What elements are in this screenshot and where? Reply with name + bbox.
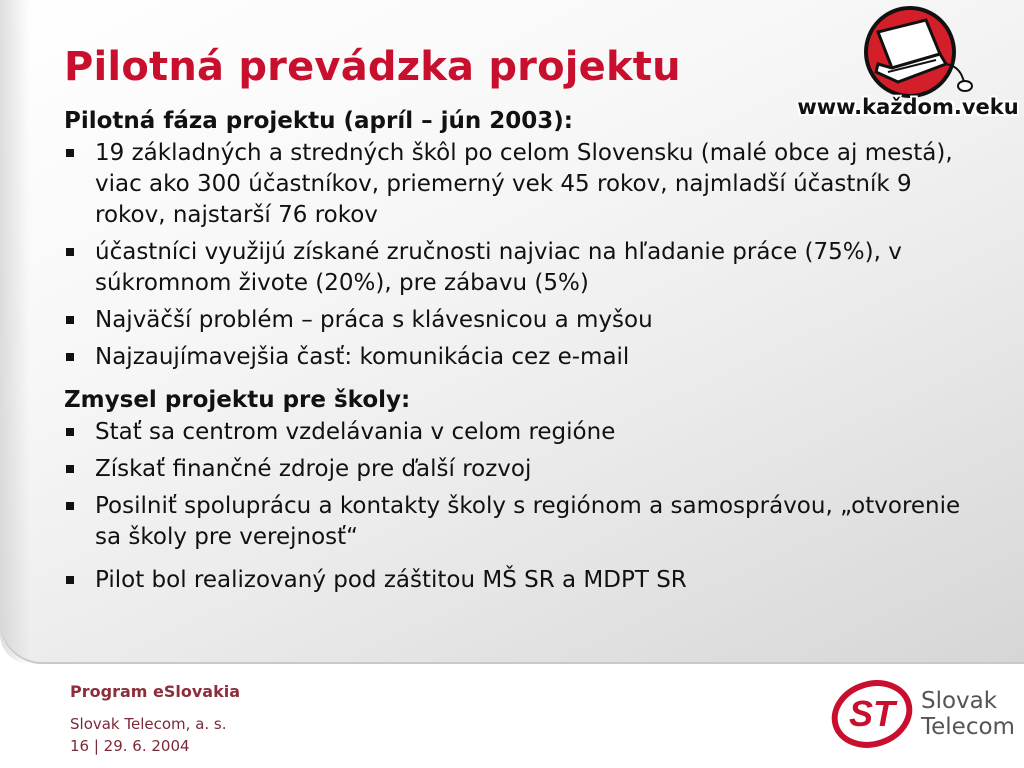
list-item-text: účastníci využijú získané zručnosti najviac na hľadanie práce (75%), v súkromnom živote (20%), pre zábavu (5%)	[95, 239, 902, 296]
logo-url-text: www.každom.veku	[797, 95, 1019, 119]
brand-name	[921, 688, 1015, 740]
list-item-text: Stať sa centrom vzdelávania v celom regióne	[95, 419, 616, 445]
list-item	[64, 342, 964, 373]
list-item	[64, 305, 964, 336]
list-item-text: Získať finančné zdroje pre ďalší rozvoj	[95, 456, 532, 482]
bullet-square-icon	[66, 465, 74, 473]
bullet-square-icon	[66, 248, 74, 256]
standalone-bullet-list	[64, 565, 964, 596]
slide-content	[64, 108, 964, 602]
list-item	[64, 491, 964, 553]
list-item-text: Posilniť spoluprácu a kontakty školy s regiónom a samosprávou, „otvorenie sa školy pre verejnosť“	[95, 493, 961, 550]
list-item	[64, 565, 964, 596]
brand-name-line1: Slovak	[921, 688, 998, 714]
panel-edge-shadow	[0, 0, 30, 664]
footer	[70, 682, 240, 757]
slide-title: Pilotná prevádzka projektu	[64, 44, 681, 90]
list-item	[64, 138, 964, 231]
bullet-list	[64, 417, 964, 553]
pilot-phase-section	[64, 108, 964, 373]
company-name: Slovak Telecom, a. s.	[70, 715, 227, 733]
bullet-square-icon	[66, 428, 74, 436]
list-item-text: Pilot bol realizovaný pod záštitou MŠ SR a MDPT SR	[95, 567, 687, 593]
section-heading: Zmysel projektu pre školy:	[64, 387, 411, 413]
list-item	[64, 237, 964, 299]
section-heading: Pilotná fáza projektu (apríl – jún 2003):	[64, 108, 574, 134]
bullet-square-icon	[66, 353, 74, 361]
list-item	[64, 454, 964, 485]
brand-name-line2: Telecom	[921, 714, 1015, 740]
page-number-date: 16 | 29. 6. 2004	[70, 737, 190, 755]
bullet-square-icon	[66, 502, 74, 510]
list-item-text: Najväčší problém – práca s klávesnicou a myšou	[95, 307, 653, 333]
bullet-list	[64, 138, 964, 373]
bullet-square-icon	[66, 149, 74, 157]
list-item-text: 19 základných a stredných škôl po celom Slovensku (malé obce aj mestá), viac ako 300 účastníkov, priemerný vek 45 rokov, najmladší účastník 9 rokov, najstarší 76 rokov	[95, 140, 953, 228]
st-initials: ST	[848, 693, 896, 734]
computer-logo-icon	[848, 2, 978, 98]
project-purpose-section	[64, 387, 964, 553]
bullet-square-icon	[66, 576, 74, 584]
list-item	[64, 417, 964, 448]
list-item-text: Najzaujímavejšia časť: komunikácia cez e-mail	[95, 344, 630, 370]
bullet-square-icon	[66, 316, 74, 324]
program-label: Program eSlovakia	[70, 682, 240, 701]
